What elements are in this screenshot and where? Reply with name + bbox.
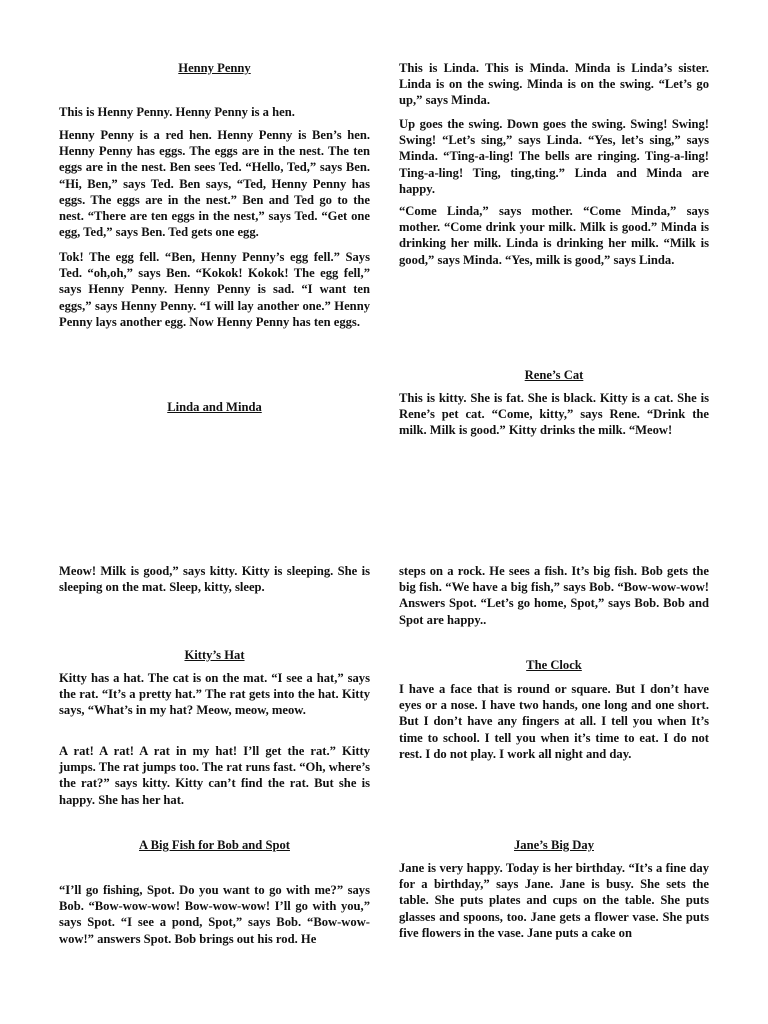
renes-cat-title: Rene’s Cat xyxy=(524,368,584,382)
linda-and-minda-paragraph-2: Up goes the swing. Down goes the swing. Swing! Swing! Swing! “Let’s sing,” says Linda. “Yes, let’s sing,” says Minda. “Ting-a-ling! The bells are ringing. Ting-a-ling! Ting-a-ling! Ting, ting,ting.” Linda and Minda are happy. xyxy=(399,117,709,196)
kittys-hat-paragraph-1: Kitty has a hat. The cat is on the mat. “I see a hat,” says the rat. “It’s a pretty hat.” The rat gets into the hat. Kitty says, “What’s in my hat? Meow, meow, meow. xyxy=(59,671,370,718)
linda-and-minda-title: Linda and Minda xyxy=(167,400,262,414)
henny-penny-paragraph-3: Tok! The egg fell. “Ben, Henny Penny’s egg fell.” Says Ted. “oh,oh,” says Ben. “Kokok! Kokok! The egg fell,” says Henny Penny. Henny Penny is sad. “I want ten eggs,” says Henny Penny. “I will lay another one.” Henny Penny lays another egg. Now Henny Penny has ten eggs. xyxy=(59,250,370,329)
the-clock-title: The Clock xyxy=(526,658,582,672)
big-fish-continuation: steps on a rock. He sees a fish. It’s big fish. Bob gets the big fish. “We have a big fish,” says Bob. “Bow-wow-wow! Answers Spot. “Let’s go home, Spot,” says Bob. Bob and Spot are happy.. xyxy=(399,564,709,627)
big-fish-paragraph-1: “I’ll go fishing, Spot. Do you want to go with me?” says Bob. “Bow-wow-wow! Bow-wow-wow! I’ll go with you,” says Spot. “I see a pond, Spot,” says Bob. “Bow-wow-wow!” answers Spot. Bob brings out his rod. He xyxy=(59,883,370,946)
renes-cat-paragraph-1: This is kitty. She is fat. She is black. Kitty is a cat. She is Rene’s pet cat. “Come, kitty,” says Rene. “Drink the milk. Milk is good.” Kitty drinks the milk. “Meow! xyxy=(399,391,709,438)
big-fish-title: A Big Fish for Bob and Spot xyxy=(139,838,290,852)
linda-and-minda-paragraph-1: This is Linda. This is Minda. Minda is Linda’s sister. Linda is on the swing. Minda is on the swing. “Let’s go up,” says Minda. xyxy=(399,61,709,108)
henny-penny-paragraph-2: Henny Penny is a red hen. Henny Penny is Ben’s hen. Henny Penny has eggs. The eggs are in the nest. The ten eggs are in the nest. Ben sees Ted. “Hello, Ted,” says Ben. “Hi, Ben,” says Ted. Ben says, “Ted, Henny Penny has eggs. The eggs are in the nest.” Ben and Ted go to the nest. “There are ten eggs in the nest,” says Ted. “Get one egg, Ted,” says Ben. Ted gets one egg. xyxy=(59,128,370,240)
the-clock-paragraph-1: I have a face that is round or square. But I don’t have eyes or a nose. I have two hands, one long and one short. But I don’t have any fingers at all. I tell you when It’s time to school. I tell you when it’s time to eat. I do not rest. I do not play. I work all night and day. xyxy=(399,682,709,761)
kittys-hat-paragraph-2: A rat! A rat! A rat in my hat! I’ll get the rat.” Kitty jumps. The rat jumps too. The rat runs fast. “Oh, where’s the rat?” says kitty. Kitty can’t find the rat. But she is happy. She has her hat. xyxy=(59,744,370,807)
renes-cat-continuation: Meow! Milk is good,” says kitty. Kitty is sleeping. She is sleeping on the mat. Sleep, kitty, sleep. xyxy=(59,564,370,595)
linda-and-minda-paragraph-3: “Come Linda,” says mother. “Come Minda,” says mother. “Come drink your milk. Milk is good.” Minda is drinking her milk. Linda is drinking her milk. “Milk is good,” says Minda. “Yes, milk is good,” says Linda. xyxy=(399,204,709,267)
henny-penny-title: Henny Penny xyxy=(178,61,251,75)
janes-big-day-title: Jane’s Big Day xyxy=(514,838,594,852)
henny-penny-paragraph-1: This is Henny Penny. Henny Penny is a hen. xyxy=(59,105,295,119)
janes-big-day-paragraph-1: Jane is very happy. Today is her birthday. “It’s a fine day for a birthday,” says Jane. Jane is busy. She sets the table. She puts plates and cups on the table. She puts glasses and spoons, too. Jane gets a flower vase. She puts five flowers in the vase. Jane puts a cake on xyxy=(399,861,709,940)
kittys-hat-title: Kitty’s Hat xyxy=(184,648,245,662)
